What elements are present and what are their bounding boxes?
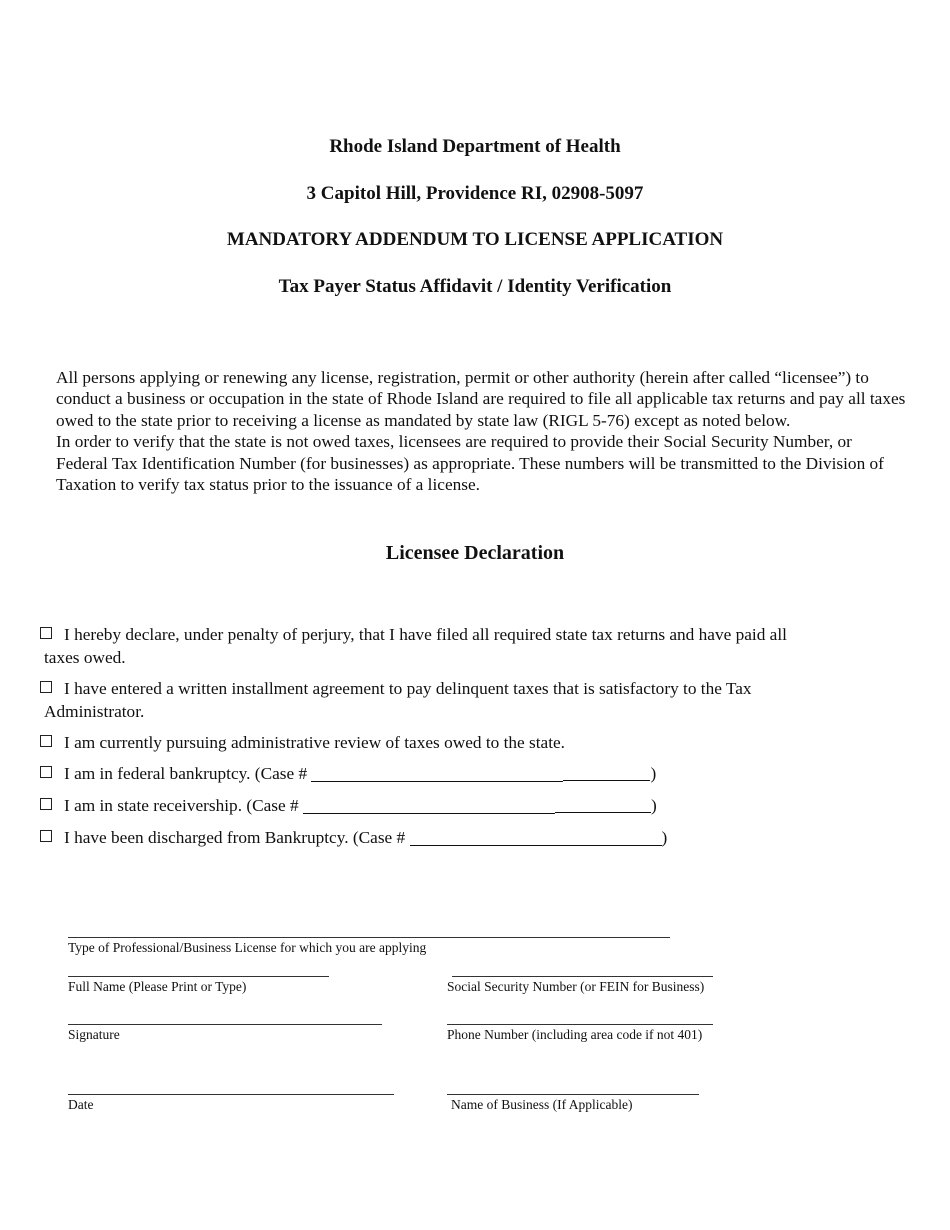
- case-number-field-extension: [555, 795, 651, 813]
- intro-text: [56, 367, 906, 495]
- option-label: I hereby declare, under penalty of perjury, that I have filed all required state tax returns and have paid all: [64, 625, 787, 644]
- business-name-label: Name of Business (If Applicable): [451, 1097, 633, 1112]
- department-name: Rhode Island Department of Health: [329, 136, 621, 157]
- business-name-line[interactable]: [447, 1094, 699, 1095]
- option-label: I have entered a written installment agreement to pay delinquent taxes that is satisfactory to the Tax: [64, 679, 752, 698]
- case-number-field[interactable]: [311, 764, 563, 782]
- case-number-input[interactable]: [410, 831, 662, 848]
- intro-paragraph-1: All persons applying or renewing any license, registration, permit or other authority (herein after called “licensee”) to conduct a business or occupation in the state of Rhode Island are required to file all applicable tax returns and pay all taxes owed to the state prior to receiving a license as mandated by state law (RIGL 5-76) except as noted below.: [56, 368, 906, 430]
- declaration-title: Licensee Declaration: [385, 542, 565, 564]
- signature-label: Signature: [68, 1027, 120, 1042]
- form-subtitle: Tax Payer Status Affidavit / Identity Verification: [278, 276, 672, 297]
- checkbox-state-receivership[interactable]: [40, 798, 52, 810]
- option-label-continued: Administrator.: [44, 702, 145, 721]
- declaration-option-federal-bankruptcy: [40, 762, 900, 785]
- checkbox-admin-review[interactable]: [40, 735, 52, 747]
- department-address: 3 Capitol Hill, Providence RI, 02908-5097: [306, 183, 644, 204]
- case-number-field[interactable]: [303, 796, 555, 814]
- checkbox-federal-bankruptcy[interactable]: [40, 766, 52, 778]
- full-name-label: Full Name (Please Print or Type): [68, 979, 247, 994]
- case-number-input[interactable]: [311, 767, 563, 784]
- option-label: I am currently pursuing administrative review of taxes owed to the state.: [64, 733, 566, 752]
- case-number-field[interactable]: [410, 828, 662, 846]
- checkbox-filed[interactable]: [40, 627, 52, 639]
- option-label-continued: taxes owed.: [44, 648, 126, 667]
- ssn-label: Social Security Number (or FEIN for Business): [447, 979, 705, 994]
- checkbox-installment[interactable]: [40, 681, 52, 693]
- full-name-line[interactable]: [68, 976, 329, 977]
- declaration-option-installment: [40, 677, 900, 723]
- date-label: Date: [68, 1097, 94, 1112]
- declaration-option-discharged: [40, 826, 900, 849]
- ssn-line[interactable]: [452, 976, 713, 977]
- option-label-close: ): [650, 764, 657, 783]
- option-label-close: ): [661, 828, 668, 847]
- signature-line[interactable]: [68, 1024, 382, 1025]
- case-number-input[interactable]: [303, 799, 555, 816]
- checkbox-discharged[interactable]: [40, 830, 52, 842]
- license-type-line[interactable]: [68, 937, 670, 938]
- case-number-field-extension: [563, 763, 650, 781]
- form-title: MANDATORY ADDENDUM TO LICENSE APPLICATION: [226, 229, 724, 250]
- option-label-close: ): [650, 796, 657, 815]
- declaration-option-review: [40, 731, 900, 754]
- declaration-option-filed: [40, 623, 900, 669]
- phone-label: Phone Number (including area code if not 401): [447, 1027, 703, 1042]
- license-type-label: Type of Professional/Business License for which you are applying: [68, 940, 427, 955]
- date-line[interactable]: [68, 1094, 394, 1095]
- intro-paragraph-2: In order to verify that the state is not owed taxes, licensees are required to provide their Social Security Number, or Federal Tax Identification Number (for businesses) as appropriate. These numbers will be transmitted to the Division of Taxation to verify tax status prior to the issuance of a license.: [56, 432, 884, 495]
- option-label: I am in state receivership. (Case #: [64, 796, 299, 815]
- option-label: I am in federal bankruptcy. (Case #: [64, 764, 308, 783]
- option-label: I have been discharged from Bankruptcy. (Case #: [64, 828, 406, 847]
- phone-line[interactable]: [447, 1024, 713, 1025]
- declaration-option-state-receivership: [40, 794, 900, 817]
